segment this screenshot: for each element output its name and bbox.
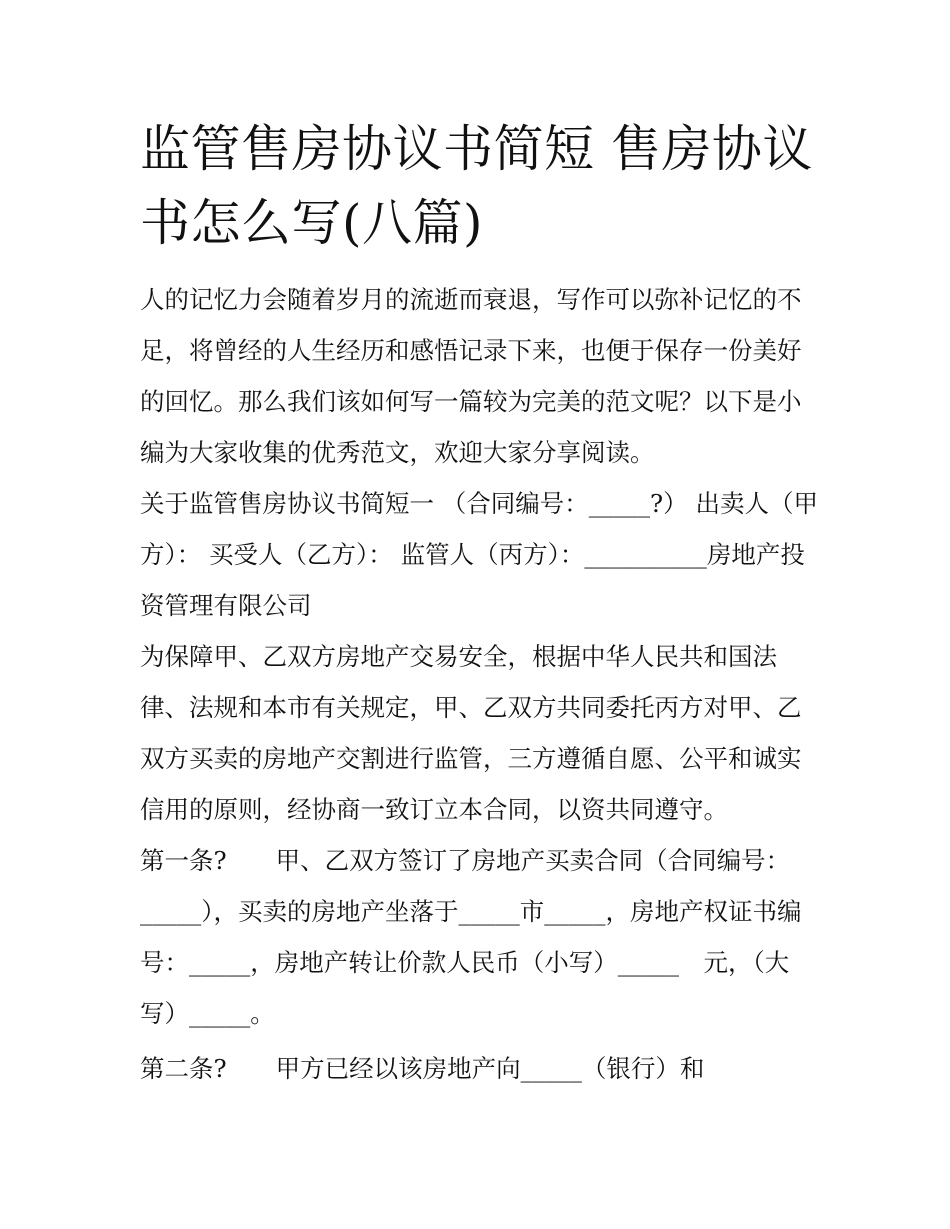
- intro-paragraph: 人的记忆力会随着岁月的流逝而衰退，写作可以弥补记忆的不足，将曾经的人生经历和感悟记录下来，也便于保存一份美好的回忆。那么我们该如何写一篇较为完美的范文呢？以下是小编为大家收集的优秀范文，欢迎大家分享阅读。: [140, 285, 802, 467]
- document-body: [140, 274, 820, 1094]
- purpose-paragraph: 为保障甲、乙双方房地产交易安全，根据中华人民共和国法律、法规和本市有关规定，甲、乙双方共同委托丙方对甲、乙双方买卖的房地产交割进行监管，三方遵循自愿、公平和诚实信用的原则，经协商一致订立本合同，以资共同遵守。: [140, 642, 802, 824]
- article-two-paragraph: 第二条? 甲方已经以该房地产向_____（银行）和: [140, 1054, 705, 1083]
- article-one-paragraph: 第一条? 甲、乙双方签订了房地产买卖合同（合同编号：_____），买卖的房地产坐落于_____市_____，房地产权证书编号：_____，房地产转让价款人民币（小写）_____ 元，（大写）_____。: [140, 846, 802, 1028]
- document-title: 监管售房协议书简短 售房协议书怎么写(八篇): [140, 120, 813, 252]
- parties-paragraph: 关于监管售房协议书简短一 （合同编号：_____?） 出卖人（甲方）： 买受人（乙方）： 监管人（丙方）：__________房地产投资管理有限公司: [140, 489, 818, 620]
